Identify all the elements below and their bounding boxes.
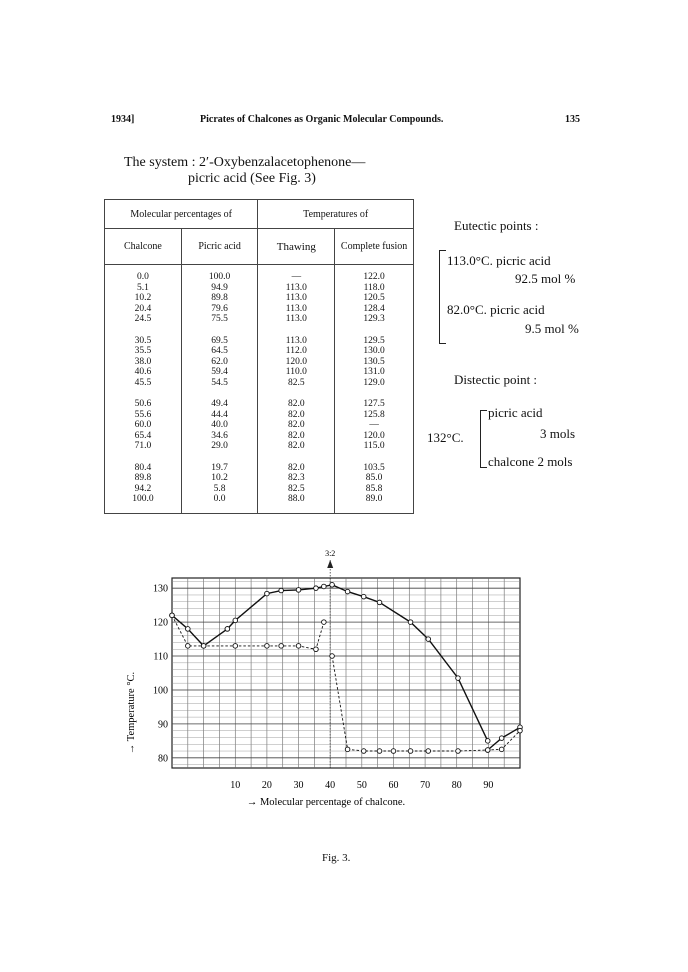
distectic-picric: picric acid [488, 405, 543, 420]
distectic-brace [480, 410, 487, 468]
data-point [456, 749, 461, 754]
data-point [233, 644, 238, 649]
y-tick-label: 110 [153, 651, 168, 663]
data-point [391, 749, 396, 754]
cell-thawing: 82.0 82.3 82.5 88.0 [258, 456, 335, 514]
y-tick-label: 130 [153, 583, 168, 595]
col-header-complete-fusion: Complete fusion [335, 229, 414, 265]
data-point [265, 591, 270, 596]
data-point [426, 749, 431, 754]
eutectic-2-temp: 82.0°C. picric acid [447, 302, 545, 317]
data-point [279, 644, 284, 649]
composition-arrow [327, 560, 333, 568]
distectic-title: Distectic point : [454, 372, 538, 387]
y-tick-label: 80 [158, 753, 168, 765]
data-point [201, 644, 206, 649]
data-point [345, 747, 350, 752]
system-title-line1: The system : 2′-Oxybenzalacetophenone— [124, 155, 366, 170]
running-head-title: Picrates of Chalcones as Organic Molecular Compounds. [200, 114, 444, 125]
cell-thawing: 82.0 82.0 82.0 82.0 82.0 [258, 392, 335, 456]
table-row-group [105, 329, 414, 393]
data-point [233, 618, 238, 623]
distectic-chalcone: chalcone 2 mols [488, 454, 573, 469]
data-point [314, 647, 319, 652]
table-row-group [105, 265, 414, 329]
data-point [377, 600, 382, 605]
system-title-line2: picric acid (See Fig. 3) [188, 171, 316, 186]
x-tick-label: 60 [388, 780, 399, 791]
x-tick-label: 10 [230, 780, 241, 791]
cell-chalcone: 30.5 35.5 38.0 40.6 45.5 [105, 329, 182, 393]
eutectic-1-mol: 92.5 mol % [515, 271, 576, 286]
data-point [186, 627, 191, 632]
data-point [186, 644, 191, 649]
data-point [408, 749, 413, 754]
x-tick-label: 40 [325, 780, 336, 791]
x-axis-title: → Molecular percentage of chalcone. [246, 797, 406, 808]
cell-complete-fusion: 103.5 85.0 85.8 89.0 [335, 456, 414, 514]
liquidus-curve [172, 615, 227, 646]
y-tick-label: 90 [158, 719, 168, 731]
eutectic-title: Eutectic points : [454, 218, 539, 233]
eutectic-2-mol: 9.5 mol % [525, 321, 579, 336]
eutectic-1-temp: 113.0°C. picric acid [447, 253, 551, 268]
table-row-group [105, 456, 414, 514]
cell-complete-fusion: 129.5 130.0 130.5 131.0 129.0 [335, 329, 414, 393]
phase-diagram-chart [100, 540, 540, 840]
col-header-picric-acid: Picric acid [181, 229, 258, 265]
col-header-thawing: Thawing [258, 229, 335, 265]
data-point [330, 654, 335, 659]
data-point [485, 739, 490, 744]
cell-complete-fusion: 127.5 125.8 — 120.0 115.0 [335, 392, 414, 456]
page-number: 135 [565, 114, 580, 125]
x-tick-label: 80 [451, 780, 462, 791]
eutectic-brace [439, 250, 446, 344]
group-header-molecular: Molecular percentages of [105, 200, 258, 229]
data-point [296, 644, 301, 649]
data-point [361, 594, 366, 599]
data-point [518, 728, 523, 733]
cell-picric-acid: 100.0 94.9 89.8 79.6 75.5 [181, 265, 258, 329]
data-point [330, 582, 335, 587]
data-point [314, 586, 319, 591]
y-tick-label: 120 [153, 617, 168, 629]
figure-caption: Fig. 3. [322, 852, 351, 864]
data-point [456, 676, 461, 681]
data-point [345, 589, 350, 594]
table-row-group [105, 392, 414, 456]
data-point [296, 588, 301, 593]
cell-thawing: 113.0 112.0 120.0 110.0 82.5 [258, 329, 335, 393]
cell-chalcone: 50.6 55.6 60.0 65.4 71.0 [105, 392, 182, 456]
group-header-temperatures: Temperatures of [258, 200, 414, 229]
x-tick-label: 20 [261, 780, 272, 791]
cell-complete-fusion: 122.0 118.0 120.5 128.4 129.3 [335, 265, 414, 329]
col-header-chalcone: Chalcone [105, 229, 182, 265]
y-tick-label: 100 [153, 685, 168, 697]
data-point [279, 588, 284, 593]
data-point [170, 613, 175, 618]
cell-chalcone: 0.0 5.1 10.2 20.4 24.5 [105, 265, 182, 329]
data-point [361, 749, 366, 754]
cell-picric-acid: 69.5 64.5 62.0 59.4 54.5 [181, 329, 258, 393]
y-axis-title: → Temperature °C. [126, 671, 137, 755]
data-point [377, 749, 382, 754]
data-point [485, 748, 490, 753]
x-tick-label: 90 [483, 780, 494, 791]
data-point [225, 627, 230, 632]
cell-picric-acid: 49.4 44.4 40.0 34.6 29.0 [181, 392, 258, 456]
x-tick-label: 70 [420, 780, 431, 791]
cell-thawing: — 113.0 113.0 113.0 113.0 [258, 265, 335, 329]
data-point [426, 637, 431, 642]
solidus-curve [172, 615, 324, 649]
data-table [104, 199, 414, 514]
data-point [322, 584, 327, 589]
data-point [322, 620, 327, 625]
data-point [499, 747, 504, 752]
x-tick-label: 50 [356, 780, 367, 791]
running-head-year: 1934] [111, 114, 135, 125]
distectic-temp: 132°C. [427, 430, 464, 445]
data-point [408, 620, 413, 625]
x-tick-label: 30 [293, 780, 304, 791]
top-annotation-ratio: 3:2 [325, 549, 336, 558]
data-point [265, 644, 270, 649]
cell-picric-acid: 19.7 10.2 5.8 0.0 [181, 456, 258, 514]
data-point [499, 736, 504, 741]
distectic-picric-mols: 3 mols [540, 426, 576, 441]
cell-chalcone: 80.4 89.8 94.2 100.0 [105, 456, 182, 514]
